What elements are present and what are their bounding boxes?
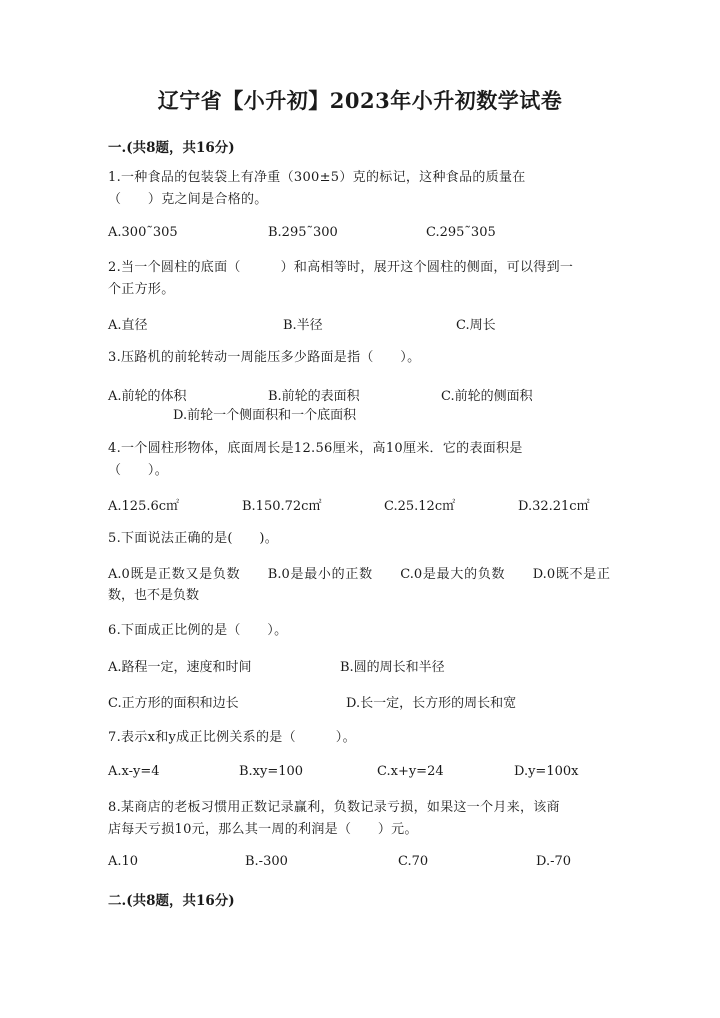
option-d: D.-70 (536, 854, 572, 869)
question-4-options (108, 495, 618, 515)
option-b: B.295˜300 (268, 225, 338, 240)
question-6-options (108, 656, 618, 676)
question-5-line-1: 5.下面说法正确的是( )。 (108, 531, 279, 546)
question-2-options (108, 314, 618, 334)
option-a: A.x-y=4 (108, 764, 160, 779)
question-5-options: A.0既是正数又是负数 B.0是最小的正数 C.0是最大的负数 D.0既不是正数，也不是负数 (108, 567, 610, 603)
option-b: B.圆的周长和半径 (340, 660, 445, 675)
question-4-line-2: （ ）。 (108, 463, 169, 478)
option-d: D.长一定，长方形的周长和宽 (346, 696, 517, 711)
option-a: A.10 (108, 854, 139, 869)
question-7-line-1: 7.表示x和y成正比例关系的是（ ）。 (108, 730, 356, 745)
question-4-line-1: 4.一个圆柱形物体，底面周长是12.56厘米，高10厘米．它的表面积是 (108, 441, 523, 456)
option-d: D.前轮一个侧面积和一个底面积 (173, 408, 357, 423)
question-2 (108, 257, 618, 301)
option-b: B.-300 (245, 854, 288, 869)
question-3 (108, 347, 618, 369)
section-heading-2: 二.(共8题，共16分) (108, 893, 235, 909)
question-1-line-2: （ ）克之间是合格的。 (108, 192, 268, 207)
option-b: B.前轮的表面积 (268, 389, 360, 404)
option-a: A.125.6c㎡ (108, 499, 180, 514)
option-c: C.前轮的侧面积 (441, 389, 533, 404)
question-6-options-row-2 (108, 692, 618, 712)
option-d: D.32.21c㎡ (518, 499, 590, 514)
question-8-line-2: 店每天亏损10元，那么其一周的利润是（ ）元。 (108, 822, 418, 837)
option-c: C.70 (398, 854, 429, 869)
option-b: B.xy=100 (239, 764, 304, 779)
option-a: A.直径 (108, 318, 148, 333)
section-heading-1: 一.(共8题，共16分) (108, 140, 235, 156)
question-7 (108, 727, 618, 749)
option-c: C.295˜305 (426, 225, 496, 240)
option-a: A.前轮的体积 (108, 389, 187, 404)
question-1 (108, 167, 618, 211)
question-4 (108, 438, 618, 482)
question-6-line-1: 6.下面成正比例的是（ ）。 (108, 623, 288, 638)
option-a: A.路程一定，速度和时间 (108, 660, 252, 675)
question-1-options (108, 225, 618, 245)
option-c: C.周长 (456, 318, 496, 333)
question-8-options (108, 854, 618, 874)
question-6 (108, 620, 618, 642)
option-d: D.y=100x (514, 764, 579, 779)
question-8-line-1: 8.某商店的老板习惯用正数记录赢利，负数记录亏损，如果这一个月来，该商 (108, 800, 560, 815)
question-3-options-row-2 (108, 404, 618, 424)
question-2-line-1: 2.当一个圆柱的底面（ ）和高相等时，展开这个圆柱的侧面，可以得到一 (108, 260, 574, 275)
exam-title: 辽宁省【小升初】2023年小升初数学试卷 (157, 88, 563, 113)
option-c: C.x+y=24 (377, 764, 444, 779)
question-8 (108, 797, 618, 841)
question-2-line-2: 个正方形。 (108, 282, 175, 297)
question-1-line-1: 1.一种食品的包装袋上有净重（300±5）克的标记，这种食品的质量在 (108, 170, 526, 185)
option-a: A.300˜305 (108, 225, 178, 240)
question-7-options (108, 764, 618, 784)
option-c: C.正方形的面积和边长 (108, 696, 239, 711)
option-c: C.25.12c㎡ (384, 499, 456, 514)
question-3-options (108, 385, 618, 405)
option-b: B.150.72c㎡ (242, 499, 322, 514)
question-5 (108, 528, 618, 550)
question-3-line-1: 3.压路机的前轮转动一周能压多少路面是指（ ）。 (108, 350, 421, 365)
option-b: B.半径 (283, 318, 323, 333)
